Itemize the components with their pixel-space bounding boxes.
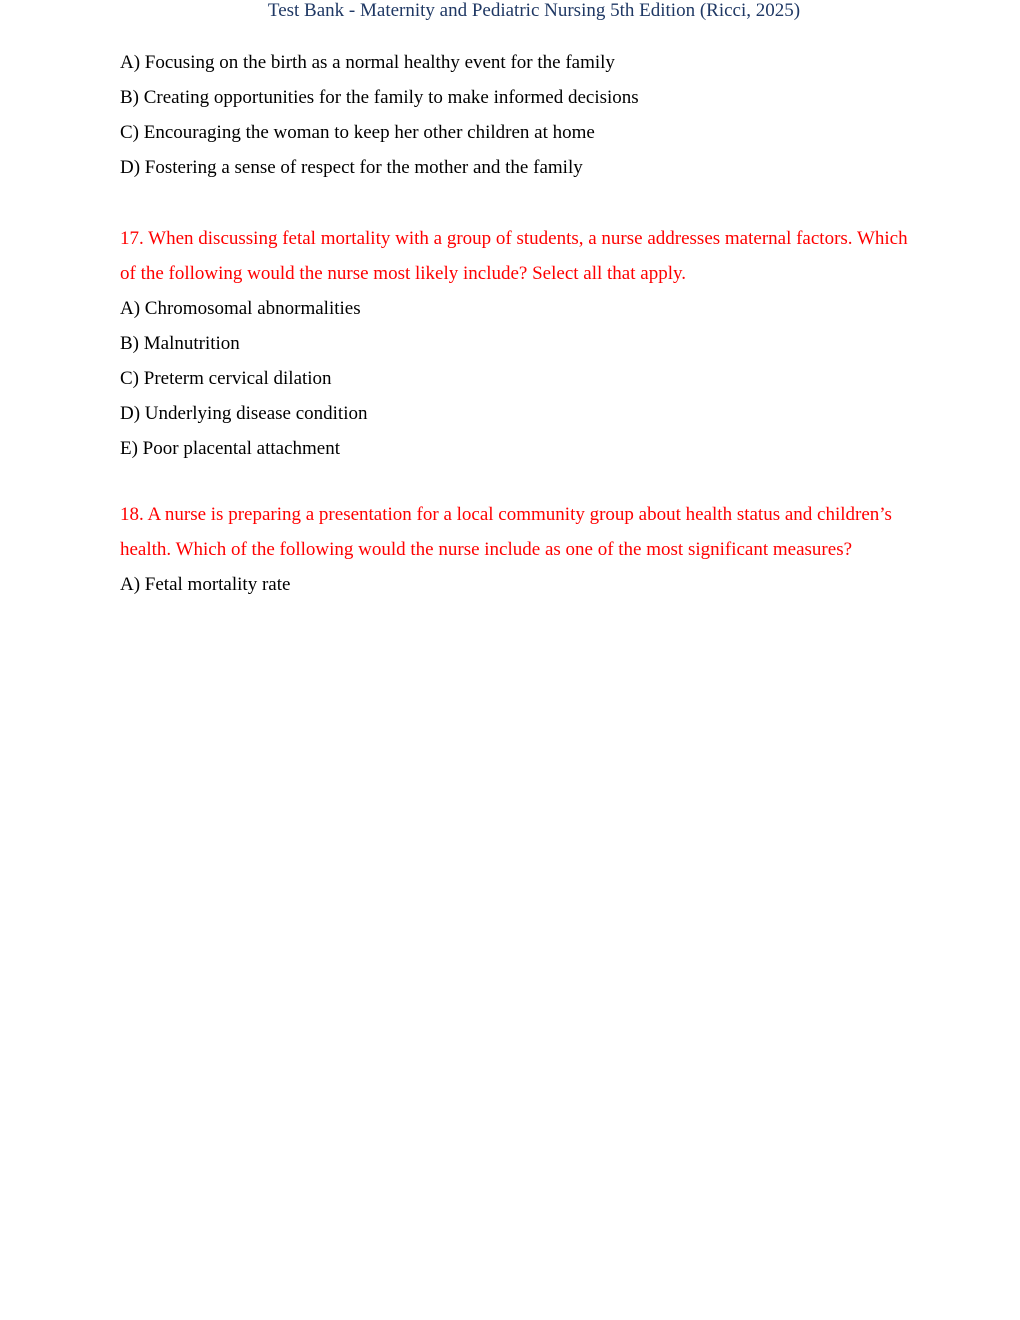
spacer	[120, 185, 910, 222]
answer-option: D) Fostering a sense of respect for the mother and the family	[120, 157, 583, 178]
answer-option: A) Fetal mortality rate	[120, 574, 291, 595]
document-body	[120, 45, 910, 602]
spacer	[120, 466, 910, 498]
answer-option: C) Preterm cervical dilation	[120, 368, 332, 389]
answer-option: B) Malnutrition	[120, 333, 240, 354]
question-16-options	[120, 45, 910, 185]
answer-option: B) Creating opportunities for the family to make informed decisions	[120, 87, 639, 108]
answer-option: A) Focusing on the birth as a normal healthy event for the family	[120, 52, 615, 73]
question-17-text: 17. When discussing fetal mortality with a group of students, a nurse addresses maternal factors. Which of the following would the nurse most likely include? Select all that apply.	[120, 228, 908, 284]
question-17	[120, 222, 910, 466]
answer-option: C) Encouraging the woman to keep her other children at home	[120, 122, 595, 143]
page-header: Test Bank - Maternity and Pediatric Nursing 5th Edition (Ricci, 2025)	[267, 0, 801, 21]
question-18	[120, 498, 910, 602]
answer-option: A) Chromosomal abnormalities	[120, 298, 361, 319]
answer-option: E) Poor placental attachment	[120, 438, 340, 459]
answer-option: D) Underlying disease condition	[120, 403, 368, 424]
question-18-text: 18. A nurse is preparing a presentation for a local community group about health status and children’s health. Which of the following would the nurse include as one of the most significant measures?	[120, 504, 892, 560]
